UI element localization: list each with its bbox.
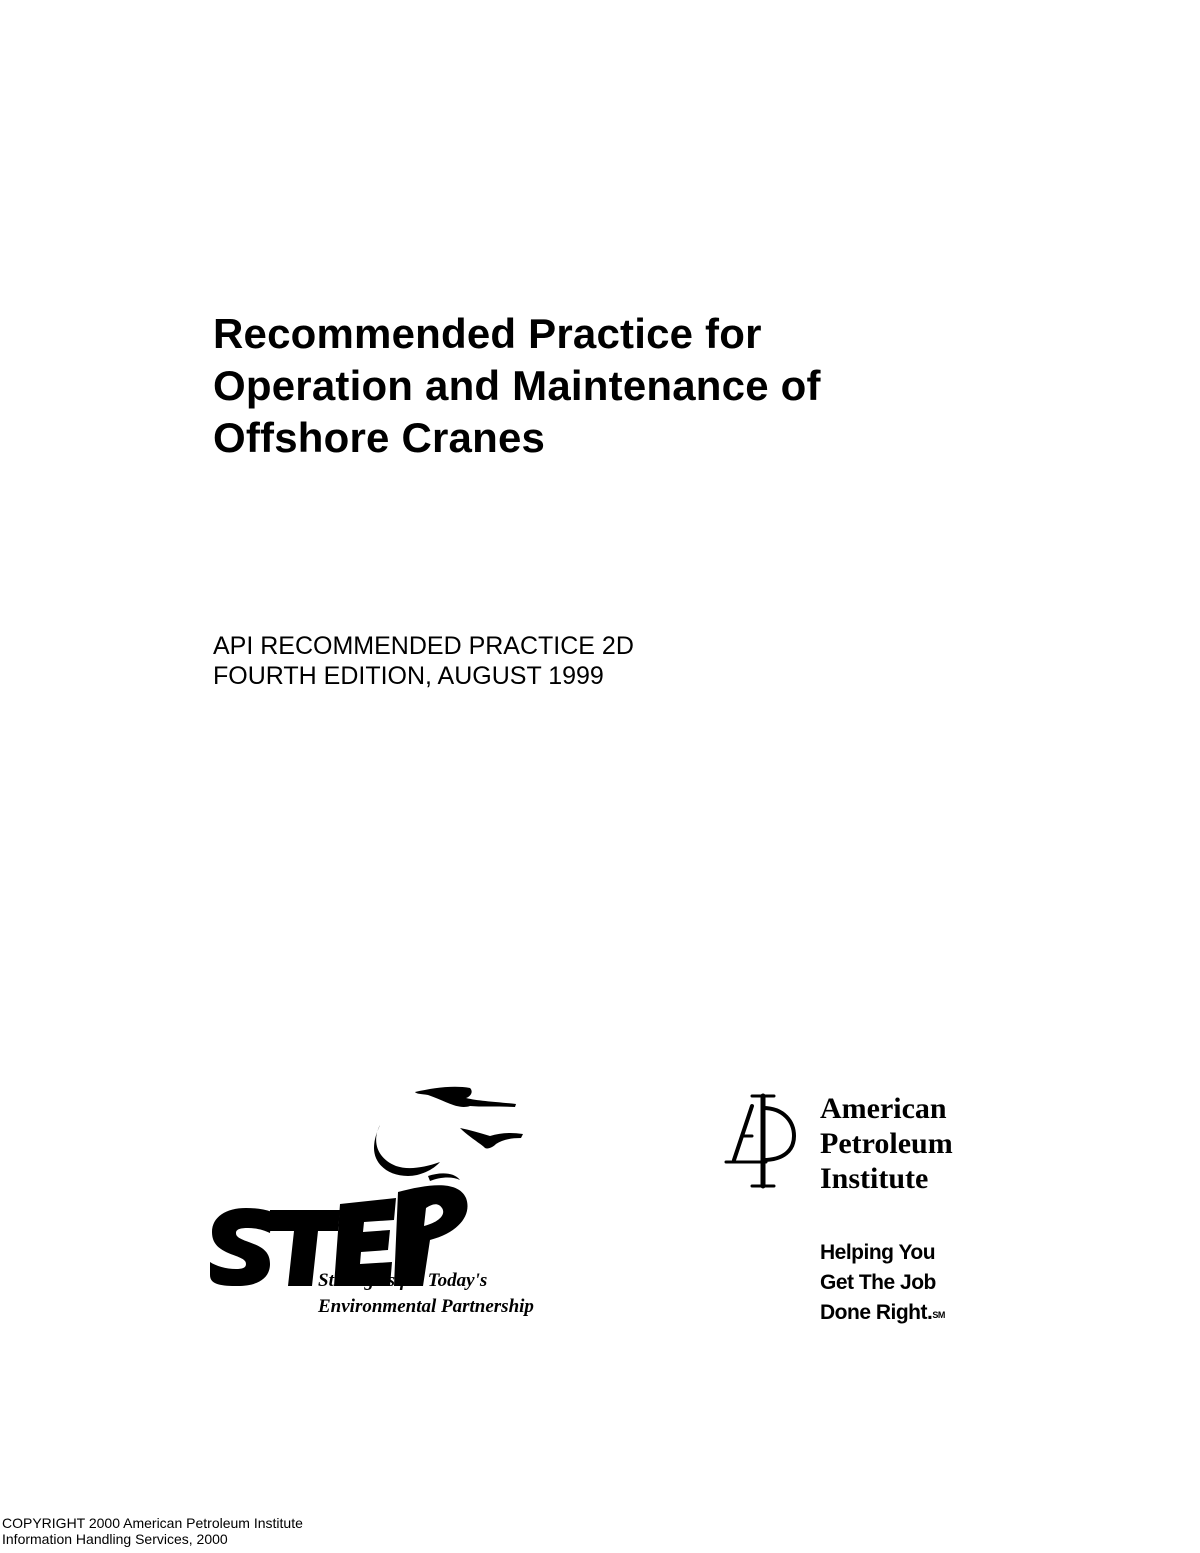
document-title	[213, 308, 821, 464]
api-slogan	[820, 1238, 945, 1328]
title-line-3: Offshore Cranes	[213, 414, 546, 461]
api-organization-name	[820, 1091, 953, 1196]
title-line-1: Recommended Practice for	[213, 310, 762, 357]
document-designation	[213, 631, 634, 691]
api-name-line-1: American	[820, 1092, 947, 1125]
birds-icon	[374, 1087, 523, 1176]
api-slogan-line-3-text: Done Right.	[820, 1301, 933, 1324]
title-line-2: Operation and Maintenance of	[213, 362, 821, 409]
api-slogan-line-3	[820, 1298, 945, 1328]
api-name-line-3: Institute	[820, 1162, 929, 1195]
designation-standard: API RECOMMENDED PRACTICE 2D	[213, 632, 634, 660]
api-name-line-2: Petroleum	[820, 1127, 953, 1160]
api-monogram-logo	[722, 1092, 802, 1192]
copyright-line-1: COPYRIGHT 2000 American Petroleum Institute	[2, 1515, 303, 1531]
api-slogan-line-1: Helping You	[820, 1241, 936, 1264]
step-tagline	[318, 1268, 534, 1320]
copyright-line-2: Information Handling Services, 2000	[2, 1531, 228, 1547]
copyright-footer	[2, 1515, 303, 1547]
api-slogan-line-2: Get The Job	[820, 1271, 936, 1294]
service-mark: SM	[932, 1310, 945, 1320]
designation-edition: FOURTH EDITION, AUGUST 1999	[213, 662, 604, 690]
step-tagline-line-1: Strategies for Today's	[318, 1270, 488, 1291]
step-tagline-line-2: Environmental Partnership	[318, 1296, 534, 1317]
